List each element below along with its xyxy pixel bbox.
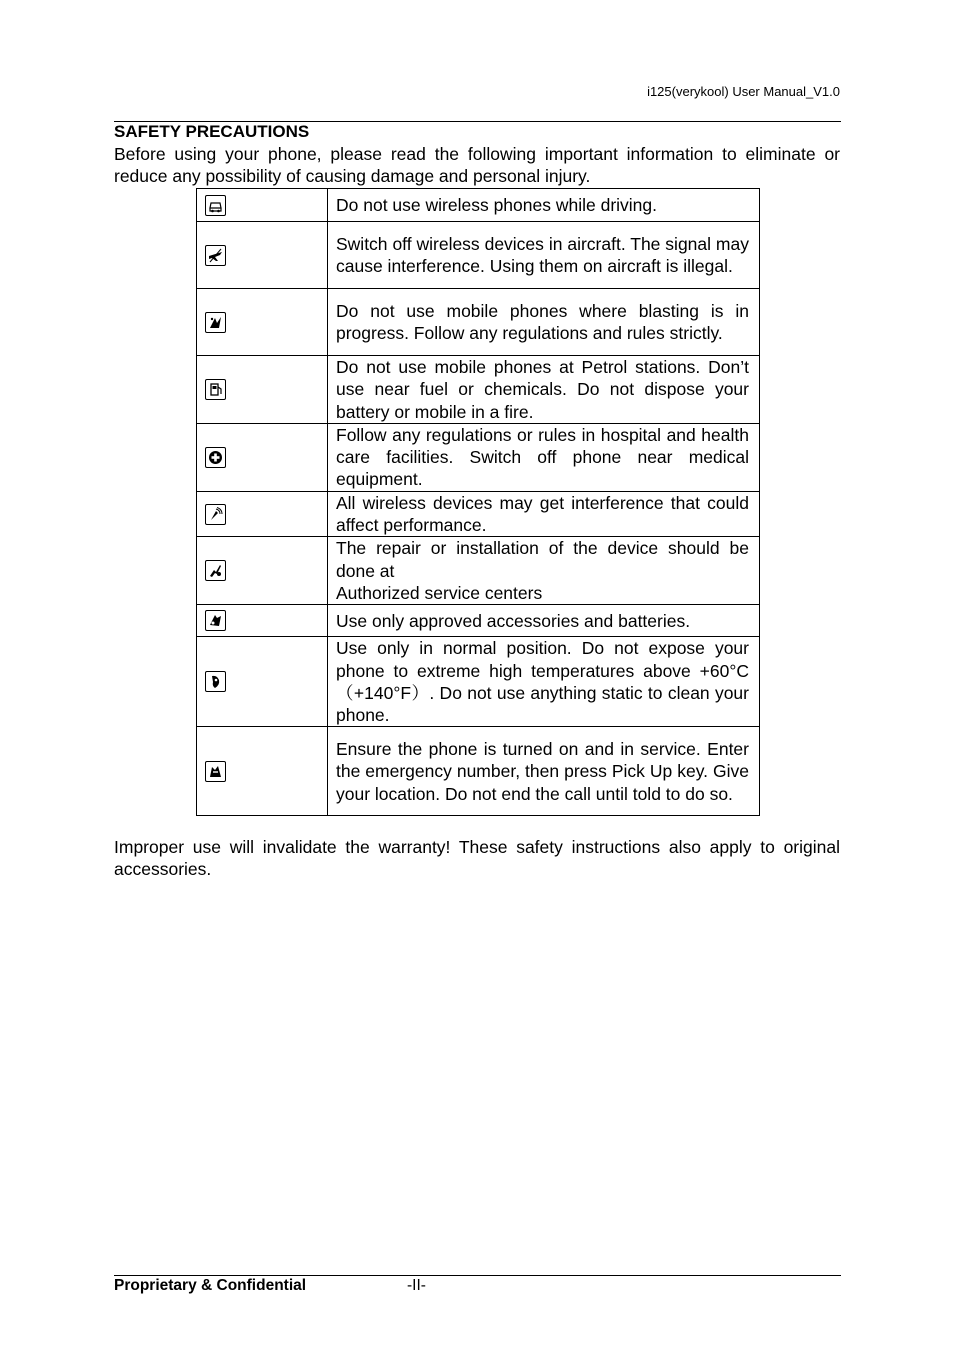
precaution-row: [197, 423, 760, 491]
car-driving-icon: [205, 195, 226, 216]
precaution-text: Follow any regulations or rules in hospital and health care facilities. Switch off phone near medical equipment.: [328, 423, 760, 491]
precaution-text: Do not use wireless phones while driving.: [328, 189, 760, 222]
precaution-text: Use only in normal position. Do not expose your phone to extreme high temperatures above +60°C（+140°F）. Do not use anything static to clean your phone.: [328, 637, 760, 727]
emergency-call-icon: [205, 761, 226, 782]
section-title: SAFETY PRECAUTIONS: [114, 122, 310, 141]
precaution-text: Switch off wireless devices in aircraft. The signal may cause interference. Using them on aircraft is illegal.: [328, 222, 760, 289]
precaution-row: [197, 727, 760, 816]
precaution-text: The repair or installation of the device should be done at Authorized service centers: [328, 537, 760, 605]
precaution-text: Ensure the phone is turned on and in service. Enter the emergency number, then press Pick Up key. Give your location. Do not end the call until told to do so.: [328, 727, 760, 816]
precaution-row: [197, 491, 760, 537]
precaution-text: Do not use mobile phones at Petrol stations. Don’t use near fuel or chemicals. Do not dispose your battery or mobile in a fire.: [328, 356, 760, 424]
precaution-row: [197, 222, 760, 289]
precaution-icon-cell: [197, 727, 328, 816]
safety-precautions-table: [196, 188, 760, 816]
precaution-icon-cell: [197, 289, 328, 356]
accessories-icon: [205, 610, 226, 631]
normal-position-icon: [205, 671, 226, 692]
service-center-icon: [205, 560, 226, 581]
precaution-row: [197, 289, 760, 356]
precaution-text: All wireless devices may get interference that could affect performance.: [328, 491, 760, 537]
precaution-icon-cell: [197, 637, 328, 727]
precaution-icon-cell: [197, 537, 328, 605]
precaution-row: [197, 356, 760, 424]
aircraft-icon: [205, 245, 226, 266]
interference-icon: [205, 504, 226, 525]
intro-paragraph: Before using your phone, please read the following important information to eliminate or reduce any possibility of causing damage and personal injury.: [114, 144, 840, 186]
precaution-row: [197, 189, 760, 222]
precaution-text: Do not use mobile phones where blasting is in progress. Follow any regulations and rules strictly.: [328, 289, 760, 356]
precaution-icon-cell: [197, 189, 328, 222]
precaution-row: [197, 537, 760, 605]
document-header-title: i125(verykool) User Manual_V1.0: [647, 84, 840, 99]
precaution-row: [197, 605, 760, 637]
precaution-icon-cell: [197, 423, 328, 491]
footer-confidential-label: Proprietary & Confidential: [114, 1277, 307, 1294]
precaution-icon-cell: [197, 605, 328, 637]
footer-divider: [114, 1275, 841, 1276]
hospital-icon: [205, 447, 226, 468]
warranty-notice: Improper use will invalidate the warranty! These safety instructions also apply to original accessories.: [114, 837, 840, 879]
petrol-station-icon: [205, 379, 226, 400]
precaution-text: Use only approved accessories and batteries.: [328, 605, 760, 637]
precaution-icon-cell: [197, 356, 328, 424]
precaution-icon-cell: [197, 491, 328, 537]
page-number: -II-: [407, 1277, 426, 1294]
blasting-icon: [205, 312, 226, 333]
precaution-row: [197, 637, 760, 727]
precaution-icon-cell: [197, 222, 328, 289]
